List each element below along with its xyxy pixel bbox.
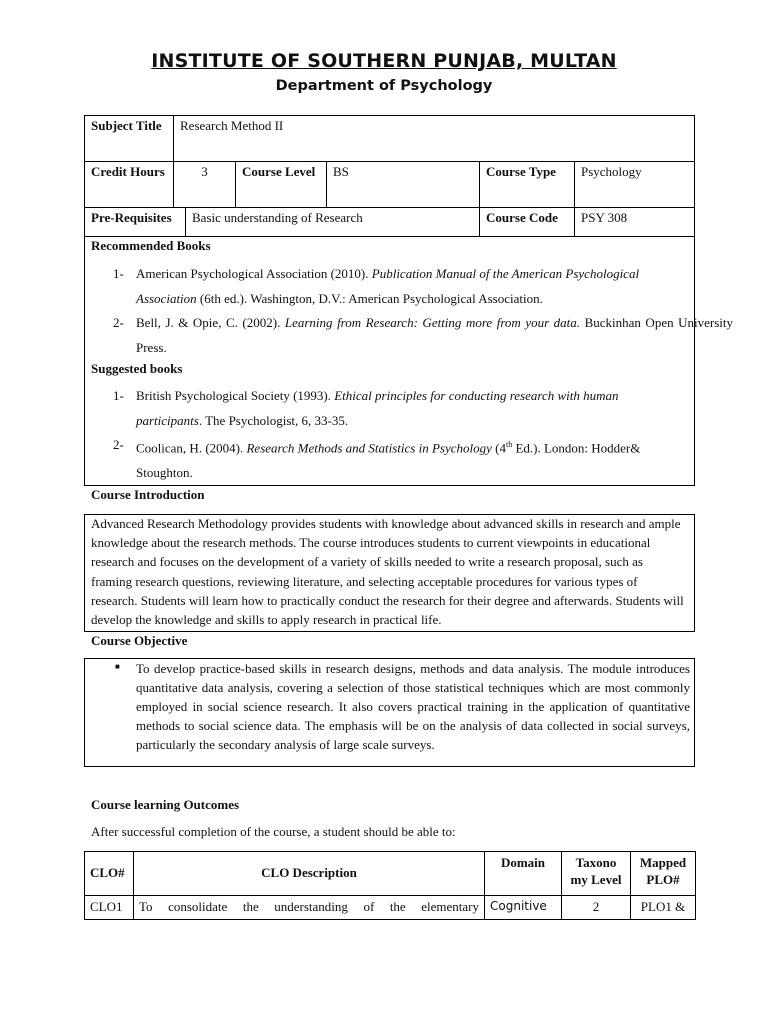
taxonomy-level-cell: 2 — [562, 896, 631, 920]
course-introduction-heading: Course Introduction — [91, 487, 205, 502]
clo-description-header: CLO Description — [134, 852, 485, 896]
reference-text: American Psychological Association (2010). Publication Manual of the American Psychological Association (6th ed.). Washington, D.V.: American Psychological Association. — [136, 266, 640, 306]
subject-title-row — [85, 116, 694, 162]
department-title: Department of Psychology — [275, 78, 493, 94]
list-number: 1- — [113, 266, 124, 281]
course-objective-box — [84, 658, 695, 767]
course-level-label: Course Level — [236, 162, 327, 207]
course-info-box — [84, 115, 733, 486]
course-objective-text: To develop practice-based skills in research designs, methods and data analysis. The module introduces quantitative data analysis, covering a selection of those statistical techniques which are most commonly employed in social science research. It also covers practical training in the application of quantitative methods to social science data. The emphasis will be on the analysis of data collected in social surveys, particularly the secondary analysis of large scale surveys. — [136, 661, 690, 752]
learning-outcomes-intro: After successful completion of the course, a student should be able to: — [91, 824, 456, 839]
table-row — [85, 896, 696, 920]
course-introduction-text: Advanced Research Methodology provides students with knowledge about advanced skills in research and ample knowledge about the research methods. The course introduces students to current viewpoints in educational research and focuses on the development of a variety of skills needed to write a research proposal, such as framing research questions, reviewing literature, and selecting acceptable procedures for various types of research. Students will learn how to practically conduct the research for their degree and afterwards. Students will develop the knowledge and skills to apply research in practical life. — [91, 516, 684, 628]
bullet-square-icon: ■ — [115, 662, 120, 671]
institute-title: INSTITUTE OF SOUTHERN PUNJAB, MULTAN — [151, 50, 617, 72]
clo-table-header — [85, 852, 696, 896]
domain-cell: Cognitive — [485, 896, 562, 920]
course-level-value: BS — [327, 162, 480, 207]
domain-header: Domain — [485, 852, 562, 896]
clo-description-cell: To consolidate the understanding of the elementary — [134, 896, 485, 920]
reference-text: Coolican, H. (2004). Research Methods and Statistics in Psychology (4th Ed.). London: Hodder& Stoughton. — [136, 440, 641, 480]
learning-outcomes-heading: Course learning Outcomes — [91, 797, 240, 812]
list-number: 2- — [113, 315, 124, 330]
course-introduction-box — [84, 514, 695, 632]
subject-title-value: Research Method II — [180, 118, 284, 133]
prerequisites-value: Basic understanding of Research — [186, 208, 480, 236]
recommended-books-heading: Recommended Books — [91, 238, 211, 253]
course-type-label: Course Type — [480, 162, 575, 207]
taxonomy-level-header: Taxono my Level — [562, 852, 631, 896]
mapped-plo-header: Mapped PLO# — [631, 852, 696, 896]
clo-number-cell: CLO1 — [85, 896, 134, 920]
reference-text: British Psychological Society (1993). Ethical principles for conducting research with human participants. The Psychologist, 6, 33-35. — [136, 388, 619, 428]
subject-title-label: Subject Title — [85, 116, 174, 161]
course-code-label: Course Code — [480, 208, 575, 236]
mapped-plo-cell: PLO1 & — [631, 896, 696, 920]
prerequisites-row — [85, 208, 694, 237]
clo-table — [84, 851, 696, 920]
credit-hours-row — [85, 162, 694, 208]
credit-hours-label: Credit Hours — [85, 162, 174, 207]
course-type-value: Psychology — [581, 164, 642, 179]
course-code-value: PSY 308 — [581, 210, 628, 225]
list-number: 2- — [113, 437, 124, 452]
course-objective-heading: Course Objective — [91, 633, 188, 648]
reference-text: Bell, J. & Opie, C. (2002). Learning from Research: Getting more from your data. Buckinhan Open University Press. — [136, 315, 733, 355]
suggested-books-heading: Suggested books — [91, 361, 183, 376]
list-number: 1- — [113, 388, 124, 403]
prerequisites-label: Pre-Requisites — [85, 208, 186, 236]
clo-number-header: CLO# — [85, 852, 134, 896]
credit-hours-value: 3 — [174, 162, 236, 207]
